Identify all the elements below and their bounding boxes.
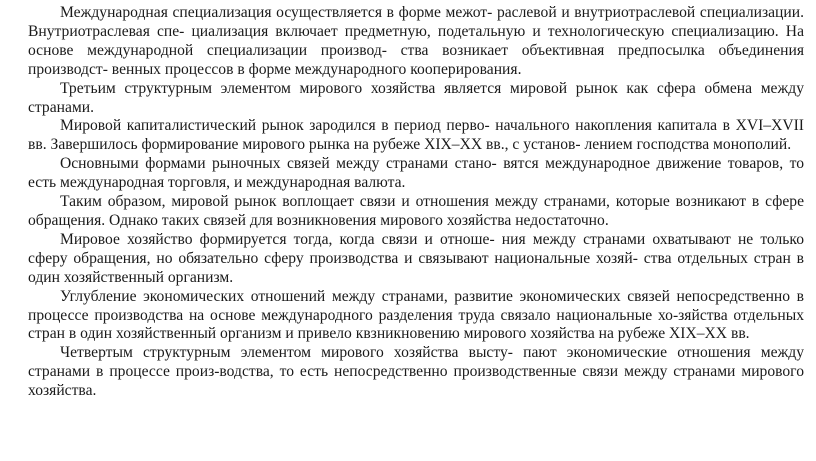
paragraph-fourth-element: Четвертым структурным элементом мирового хозяйства высту- пают экономические отношения между странами в процессе произ-водства, то есть непосредственно производственные связи между странами мирового хозяйства. [28,344,804,400]
paragraph-world-market: Третьим структурным элементом мирового хозяйства является мировой рынок как сфера обмена между странами. [28,79,804,116]
paragraph-world-economy-formation: Мировое хозяйство формируется тогда, когда связи и отноше- ния между странами охватывают не только сферу обращения, но обязательно сферу производства и связывают национальные хозяй- ства отдельных стран в один хозяйственный организм. [28,230,804,286]
paragraph-circulation: Таким образом, мировой рынок воплощает связи и отношения между странами, которые возникают в сфере обращения. Однако таких связей для возникновения мирового хозяйства недостаточно. [28,193,804,229]
paragraph-specialization: Международная специализация осуществляется в форме межот- раслевой и внутриотраслевой специализации. Внутриотраслевая спе- циализация включает предметную, подетальную и технологическую специализацию. На основе международной специализации производ- ства возникает объективная предпосылка объединения производст- венных процессов в форме международного кооперирования. [28,4,804,78]
paragraph-deepening-relations: Углубление экономических отношений между странами, развитие экономических связей непосредственно в процессе производства на основе международного разделения труда связало национальные хо-зяйства отдельных стран в один хозяйственный организм и привело квзникновению мирового хозяйства на рубеже XIX–XX вв. [28,287,804,343]
paragraph-capitalist-market: Мировой капиталистический рынок зародился в период перво- начального накопления капитала в XVI–XVII вв. Завершилось формирование мирового рынка на рубеже XIX–XX вв., с установ- лением господства монополий. [28,117,804,154]
paragraph-market-forms: Основными формами рыночных связей между странами стано- вятся международное движение товаров, то есть международная торговля, и международная валюта. [28,155,804,192]
